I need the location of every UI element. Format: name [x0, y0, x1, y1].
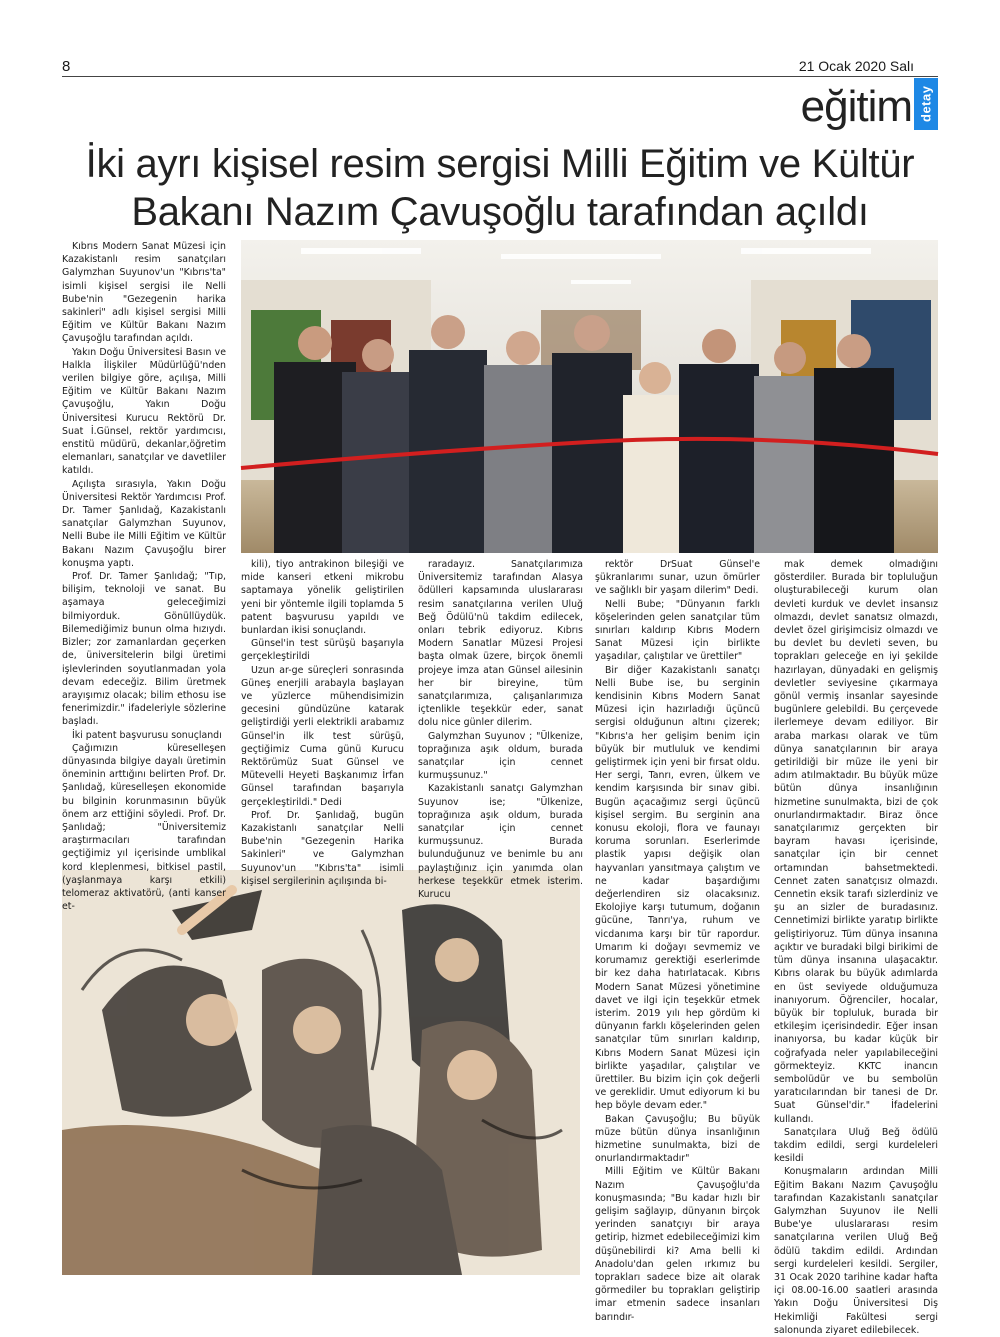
paragraph: Yakın Doğu Üniversitesi Basın ve Halkla İlişkiler Müdürlüğü'nden verilen bilgiye göre, açılışa, Milli Eğitim ve Kültür Bakanı Nazım Çavuşoğlu, Yakın Doğu Üniversitesi Kurucu Rektörü Dr. Suat İ.Günsel, rektör yardımcısı, enstitü müdürü, dekanlar,öğretim elemanları, sanatçılar ve davetliler katıldı.: [62, 346, 226, 477]
issue-date: 21 Ocak 2020 Salı: [798, 58, 914, 74]
subheading: Sanatçılara Uluğ Beğ ödülü takdim edildi, sergi kurdeleleri kesildi: [774, 1126, 938, 1165]
paragraph: Prof. Dr. Tamer Şanlıdağ; "Tıp, bilişim, teknoloji ve sanat. Bu aşamaya geleceğimizi bilmiyorduk. Gönüllüydük. Bilemediğimiz bunun olma hızıydı. Bizler; zor zamanlardan geçerken de, üniversitelerin bilgi üretimi işlevlerinden soyutlanmadan yola devam edeceğiz. Bilim üretmek arayışımız olacak; bilim ethosu ise fenerimizdir." ifadeleriyle sözlerine başladı.: [62, 571, 226, 728]
paragraph: Kazakistanlı sanatçı Galymzhan Suyunov ise; "Ülkenize, toprağınıza aşık oldum, burada sanatçılar için cennet kurmuşsunuz. Burada bulunduğunuz ve benimle bu anı paylaştığınız için yanımda olan herkese teşekkür etmek isterim. Kurucu: [418, 783, 583, 901]
article-column-4: [595, 558, 760, 1323]
brand-logo: detay: [914, 78, 938, 130]
paragraph: Milli Eğitim ve Kültür Bakanı Nazım Çavuşoğlu'da konuşmasında; "Bu kadar hızlı bir gelişim sağlayıp, dünyanın birçok yerinden sanatçıyı bir araya getirip, hizmet edebileceğimizi kim düşünebilirdi ki? Ama belli ki Anadolu'dan gelen ırkımız bu toprakları sadece bize ait olarak görmediler bu toprakları geliştirip imar etmenin sadece insanları barındır-: [595, 1166, 760, 1323]
header-rule: [62, 76, 938, 77]
article-column-1: [62, 240, 226, 913]
subheading: Nelli Bube; "Dünyanın farklı köşelerinden gelen sanatçılar tüm sınırları kaldırıp Kıbrıs Modern Sanat Müzesi için birlikte yaşadılar, çalıştılar ve ürettiler": [595, 598, 760, 663]
page-number: 8: [62, 58, 71, 75]
paragraph: Çağımızın küreselleşen dünyasında bilgiye dayalı üretimin öneminin arttığını belirten Prof. Dr. Şanlıdağ, küreselleşen ekonomide bu bilginin korunmasının büyük önem arz ettiğini söyledi. Prof. Dr. Şanlıdağ; "Üniversitemiz araştırmacıları tarafından geçtiğimiz yıl içerisinde umblikal kord kleplenmesi, bitkisel pastil, (yaşlanmaya karşı etkili) telomeraz aktivatörü, (anti kanser et-: [62, 742, 226, 913]
subheading: Galymzhan Suyunov ; "Ülkenize, toprağınıza aşık oldum, burada sanatçılar için cennet kurmuşsunuz.": [418, 730, 583, 782]
paragraph: Konuşmaların ardından Milli Eğitim Bakanı Nazım Çavuşoğlu tarafından Kazakistanlı sanatçılar Galymzhan Suyunov ile Nelli Bube'ye uluslararası resim sanatçılarına verilen Uluğ Beğ ödülü takdim edildi. Ardından sergi kurdeleleri kesildi. Sergiler, 31 Ocak 2020 tarihine kadar hafta içi 08.00-16.00 saatleri arasında Yakın Doğu Üniversitesi Diş Hekimliği Fakültesi sergi salonunda ziyaret edilebilecek.: [774, 1166, 938, 1336]
article-column-5: [774, 558, 938, 1336]
exhibition-painting: [62, 870, 580, 1275]
subheading: Günsel'in test sürüşü başarıyla gerçekleştirildi: [241, 638, 404, 663]
paragraph: Bir diğer Kazakistanlı sanatçı Nelli Bube ise, bu serginin kendisinin Kıbrıs Modern Sanat Müzesi için hazırladığı üçüncü sergisi olduğunun altını çizerek; "Kıbrıs'a her gelişim benim için büyük bir mutluluk ve kendimi geliştirmek için yeni bir fırsat oldu. Her sergi, Tanrı, evren, ülkem ve kendim karşısında bir sınav gibi. Bugün açacağımız sergi üçüncü kişisel sergim. Bu serginin ana konusu ekoloji, flora ve faunayı koruma sorunları. Eserlerimde plastik yapısı değişik olan hayvanları yansıtmaya çalıştım ve ne kadar başardığımı değerlendiren siz olacaksınız. Ekolojiye karşı tutumum, doğanın gücüne, Tanrı'ya, ruhum ve vicdanıma karşı bir tür rapordur. Umarım ki doğayı sevmemiz ve korumamız gerektiği eserlerimde bir kez daha hatırlatacak. Kıbrıs Modern Sanat Müzesi yönetimine davet ve ilgi için teşekkür etmek isterim. 2019 yılı hep gördüm ki dünyanın farklı köşelerinden gelen sanatçılar tüm sınırları kaldırıp, Kıbrıs Modern Sanat Müzesi için birlikte yaşadılar, çalıştılar ve ürettiler. Bu bizim için çok değerli ve gereklidir. Umut ediyorum ki bu hep böyle devam eder.": [595, 664, 760, 1112]
paragraph: Açılışta sırasıyla, Yakın Doğu Üniversitesi Rektör Yardımcısı Prof. Dr. Tamer Şanlıdağ, Kazakistanlı sanatçılar Galymzhan Suyunov, Nelli Bube ile Milli Eğitim ve Kültür Bakanı Nazım Çavuşoğlu birer konuşma yaptı.: [62, 478, 226, 569]
paragraph: mak demek olmadığını gösterdiler. Burada bir topluluğun oluşturabileceği kurum olan devleti kurduk ve devlet insansız olmazdı, devlet sanatsız olmazdı, devlet özel girişimcisiz olmazdı ve bu devlet bu devleti seven, bu toprakları geleceğe en iyi şekilde hazırlayan, dünyadaki en gelişmiş devletler seviyesine çıkarmaya gönül vermiş insanlar sayesinde bugünlere gelebildi. Bu çerçevede ilerlemeye devam ediliyor. Bir araba markası olarak ve tüm dünya sanatçılarının bir araya getirildiği bir müze ile yeni bir adım atılmaktadır. Bu büyük müze bütün dünya insanlığının hizmetine sunulmakta, bizi de çok onurlandırmaktadır. Biraz önce sanatçılarımız gerçekten bir bayram havası içerisinde, sanatçılar için bir cennet ortamından bahsetmektedi. Cennet zaten sanatçısız olmazdı. Cennetin eksik tarafı sizlerdiniz ve şu an sizler de buradasınız. Cennetimizi birlikte yaratıp birlikte geliştiriyoruz. Tüm dünya insanına açıktır ve buradaki bilgi birikimi de tüm dünya insanına ulaşacaktır. Kıbrıs olarak bu büyük adımlarda en üst seviyede olduğumuza inanıyorum. Öğrenciler, hocalar, büyük bir topluluk, burada bir etkileşim içerisindedir. Eğer insan inanıyorsa, bu kadar küçük bir coğrafyada neler yapılabileceğini görmekteyiz. KKTC inancın sembolüdür ve bu sembolün yaratıcılarından bir tanesi de Dr. Suat Günsel'dir." İfadelerini kullandı.: [774, 559, 938, 1125]
paragraph: Uzun ar-ge süreçleri sonrasında Güneş enerjili arabayla başlayan ve yüzlerce mühendisimizin gecesini gündüzüne katarak geliştirdiği yerli elektrikli arabamız Günsel'in ilk test sürüşü, geçtiğimiz Cuma günü Kurucu Rektörümüz Suat Günsel ve Mütevelli Heyeti Başkanımız İrfan Günsel tarafından başarıyla gerçekleştirildi." Dedi: [241, 664, 404, 808]
paragraph: Prof. Dr. Şanlıdağ, bugün Kazakistanlı sanatçılar Nelli Bube'nin "Gezegenin Harika Sakinleri" ve Galymzhan Suyunov'un "Kıbrıs'ta" isimli kişisel sergilerinin açılışında bi-: [241, 809, 404, 887]
paragraph: raradayız. Sanatçılarımıza Üniversitemiz tarafından Alasya ödülleri kapsamında uluslararası resim sanatçılarına verilen Uluğ Beğ Ödülü'nü takdim edilecek, onları tebrik ediyoruz. Kıbrıs Modern Sanatlar Müzesi Projesi başta olmak üzere, birçok önemli projeye imza atan Günsel ailesinin her bir bireyine, tüm sanatçılarımıza, çalışanlarımıza içtenlikle teşekkür eder, sanat dolu nice günler dilerim.: [418, 559, 583, 729]
ribbon-cutting-photo: [241, 240, 938, 553]
paragraph: rektör DrSuat Günsel'e şükranlarımı sunar, uzun ömürler ve sağlıklı bir yaşam dilerim" Dedi.: [595, 559, 760, 597]
subheading: Bakan Çavuşoğlu; Bu büyük müze bütün dünya insanlığının hizmetine sunulmakta, bizi de onurlandırmaktadır": [595, 1113, 760, 1165]
headline: [62, 140, 938, 236]
article-column-3: [418, 558, 583, 901]
article-column-2: [241, 558, 404, 887]
paragraph: kili), tiyo antrakinon bileşiği ve mide kanseri etkeni mikrobu saptamaya yönelik geliştirilen yeni bir yöntemle ilgili toplamda 5 patent başvurusu yapıldı ve bunlardan ikisi sonuçlandı.: [241, 559, 404, 637]
headline-line-1: İki ayrı kişisel resim sergisi Milli Eğitim ve Kültür: [85, 142, 915, 186]
paragraph: Kıbrıs Modern Sanat Müzesi için Kazakistanlı resim sanatçıları Galymzhan Suyunov'un "Kıbrıs'ta" isimli kişisel sergisi ile Nelli Bube'nin "Gezegenin harika sakinleri" adlı kişisel sergisi Milli Eğitim ve Kültür Bakanı Nazım Çavuşoğlu tarafından açıldı.: [62, 241, 226, 345]
section-title: eğitim: [800, 82, 912, 131]
headline-line-2: Bakanı Nazım Çavuşoğlu tarafından açıldı: [131, 190, 869, 234]
subheading: İki patent başvurusu sonuçlandı: [72, 729, 222, 741]
